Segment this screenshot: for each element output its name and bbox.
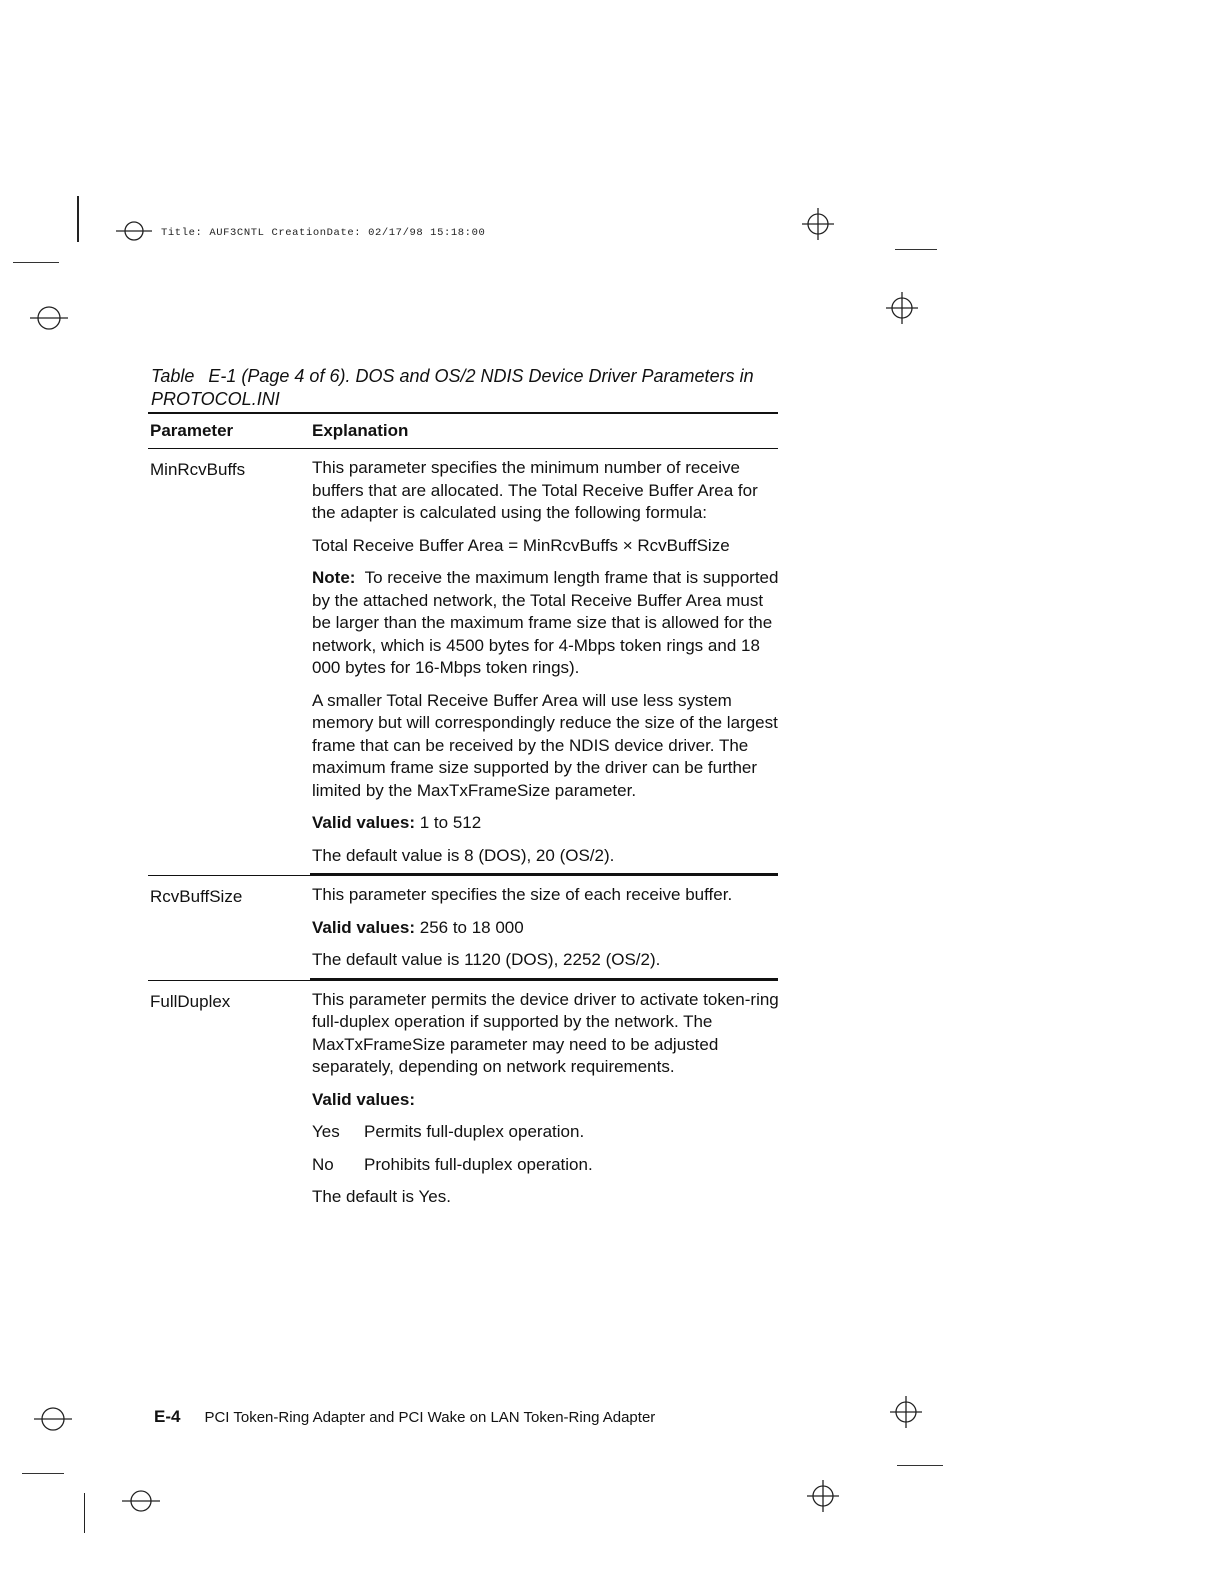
table-header-row bbox=[148, 414, 778, 448]
valid-value-key: No bbox=[312, 1154, 334, 1174]
explanation-text: This parameter specifies the minimum number of receive buffers that are allocated. The Total Receive Buffer Area for the adapter is calculated using the following formula: bbox=[312, 458, 758, 522]
explanation-text: This parameter specifies the size of each receive buffer. bbox=[312, 885, 733, 904]
valid-value-desc: Permits full-duplex operation. bbox=[364, 1122, 585, 1141]
registration-mark-icon bbox=[122, 1489, 160, 1513]
parameter-table bbox=[148, 412, 778, 1219]
note-paragraph bbox=[312, 567, 780, 680]
param-explanation bbox=[312, 884, 780, 978]
print-header-date-value: 02/17/98 15:18:00 bbox=[368, 227, 486, 239]
note-text: To receive the maximum length frame that is supported by the attached network, the Total Receive Buffer Area must be larger than the maximum frame size that is allowed for the network, which is 4500 bytes for 4-Mbps token rings and 18 000 bytes for 16-Mbps token rings). bbox=[312, 568, 779, 677]
caption-text: E-1 (Page 4 of 6). DOS and OS/2 NDIS Device Driver Parameters in PROTOCOL.INI bbox=[151, 366, 754, 409]
valid-value-item bbox=[312, 1121, 780, 1144]
header-parameter: Parameter bbox=[150, 421, 234, 440]
param-name: MinRcvBuffs bbox=[150, 460, 246, 479]
valid-values-label: Valid values: bbox=[312, 917, 415, 937]
default-value-text: The default value is 1120 (DOS), 2252 (OS/2). bbox=[312, 950, 661, 969]
table-caption bbox=[151, 365, 781, 411]
caption-table-word: Table bbox=[151, 366, 195, 386]
valid-values-paragraph bbox=[312, 917, 780, 940]
formula-text: Total Receive Buffer Area = MinRcvBuffs × RcvBuffSize bbox=[312, 535, 730, 555]
valid-value-key: Yes bbox=[312, 1122, 340, 1141]
param-name: RcvBuffSize bbox=[150, 887, 243, 906]
valid-values-text: 256 to 18 000 bbox=[419, 917, 524, 937]
registration-mark-icon bbox=[805, 1480, 841, 1512]
valid-values-label bbox=[312, 1089, 780, 1112]
valid-value-item bbox=[312, 1154, 780, 1177]
header-explanation: Explanation bbox=[312, 421, 409, 440]
page-number: E-4 bbox=[154, 1407, 181, 1426]
crop-mark-left-lower bbox=[22, 1473, 64, 1474]
crop-mark-top-left bbox=[77, 196, 79, 242]
registration-mark-icon bbox=[884, 292, 920, 324]
default-value-text: The default is Yes. bbox=[312, 1187, 451, 1206]
param-explanation bbox=[312, 457, 780, 873]
registration-mark-icon bbox=[30, 306, 68, 330]
valid-value-desc: Prohibits full-duplex operation. bbox=[364, 1154, 593, 1174]
valid-values-label: Valid values: bbox=[312, 813, 415, 832]
default-value-text: The default value is 8 (DOS), 20 (OS/2). bbox=[312, 845, 615, 865]
registration-mark-icon bbox=[116, 221, 152, 241]
print-header-title-value: AUF3CNTL bbox=[209, 227, 265, 239]
table-row bbox=[148, 981, 778, 1219]
param-name: FullDuplex bbox=[150, 991, 231, 1011]
table-row bbox=[148, 449, 778, 873]
valid-values-paragraph bbox=[312, 812, 780, 835]
page-footer bbox=[154, 1407, 655, 1427]
explanation-text: A smaller Total Receive Buffer Area will use less system memory but will correspondingly reduce the size of the largest frame that can be received by the NDIS device driver. The maximum frame size supported by the driver can be further limited by the MaxTxFrameSize parameter. bbox=[312, 690, 778, 800]
valid-values-text: 1 to 512 bbox=[419, 813, 482, 832]
crop-mark-left-upper bbox=[13, 262, 59, 263]
table-row bbox=[148, 876, 778, 978]
crop-mark-right-lower bbox=[897, 1465, 943, 1466]
crop-mark-bottom-left bbox=[84, 1493, 85, 1533]
valid-values-label-text: Valid values: bbox=[312, 1089, 415, 1109]
crop-mark-right-upper bbox=[895, 249, 937, 250]
print-header-title-label: Title: bbox=[161, 227, 203, 239]
book-title: PCI Token-Ring Adapter and PCI Wake on LAN Token-Ring Adapter bbox=[204, 1409, 656, 1426]
registration-mark-icon bbox=[34, 1407, 72, 1431]
print-header-date-label: CreationDate: bbox=[271, 227, 362, 239]
print-header bbox=[161, 227, 485, 239]
note-label: Note: bbox=[312, 568, 356, 587]
explanation-text: This parameter permits the device driver to activate token-ring full-duplex operation if supported by the network. The MaxTxFrameSize parameter may need to be adjusted separately, depending on network requirements. bbox=[312, 989, 779, 1076]
param-explanation bbox=[312, 989, 780, 1219]
registration-mark-icon bbox=[888, 1396, 924, 1428]
registration-mark-icon bbox=[800, 208, 836, 240]
